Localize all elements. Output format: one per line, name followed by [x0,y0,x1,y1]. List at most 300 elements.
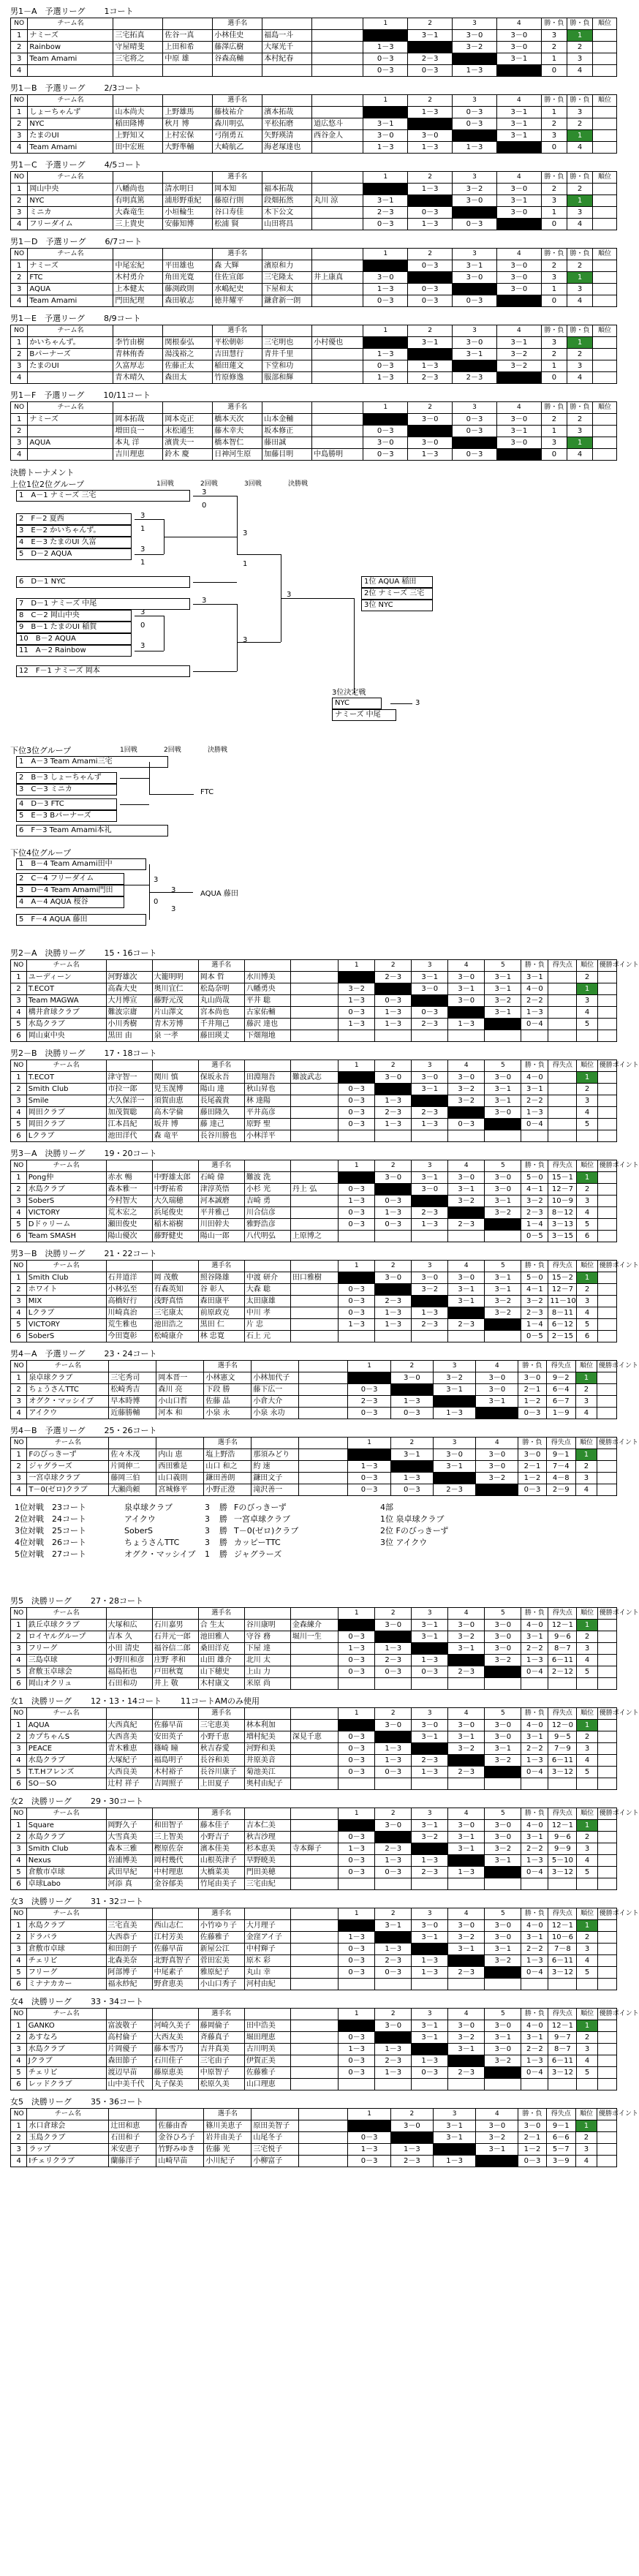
header-cell: 4 [448,1908,485,1920]
victory-point [597,1755,616,1767]
league-section [10,313,617,384]
point-diff: 3－13 [548,1219,577,1231]
header-cell: 4 [448,1708,485,1720]
table-header-row [11,2109,617,2120]
player-name: 河崎久美子 [152,2020,198,2032]
league-header [10,1595,617,1607]
match-result: 0－3 [363,219,408,230]
player-name: 庄野 孝和 [152,1655,198,1666]
match-result: 0－3 [448,1119,485,1130]
header-cell [152,1060,198,1072]
player-name: 川合信彦 [244,1207,290,1219]
match-result: 3－0 [448,972,485,983]
table-header-row [11,1060,617,1072]
rank: 2 [577,1731,597,1743]
summary-cell: 泉卓球クラブ [124,1503,173,1512]
player-name: 小川紀子 [204,2156,252,2167]
match-result [339,1878,375,1890]
team-name: Smile [26,1095,106,1107]
player-name: 平井 聡 [244,995,290,1007]
player-name: 大西友美 [152,2032,198,2044]
player-name: 寺本輝子 [290,1843,338,1855]
header-cell: 勝・負 [567,18,592,30]
point-diff: 12－1 [548,2020,577,2032]
match-result: 3－0 [408,414,453,426]
player-name [290,2079,338,2090]
bracket-entry: 3 C－3 ミニカ [16,784,117,796]
bracket-subtitle: 下位3位グループ [10,746,72,755]
summary-cell: T－0(ゼロ)クラブ [234,1526,299,1536]
match-result [485,1319,521,1331]
player-name [290,1755,338,1767]
match-result [448,1307,485,1319]
header-cell: 順位 [575,1361,597,1372]
win-loss: 4－0 [521,1620,548,1631]
match-result [408,426,453,437]
header-cell: 4 [448,1261,485,1272]
player-name: 桑田洋克 [198,1643,244,1655]
match-result: 3－0 [485,1643,521,1655]
win-loss: 3－1 [521,972,548,983]
header-cell: 勝・負 [521,2009,548,2020]
player-name: 浅野真悟 [152,1296,198,1307]
table-row [11,1944,617,1955]
point-diff: 6－11 [548,1655,577,1666]
point-diff: 3－12 [548,1767,577,1778]
player-name: 難波宗庸 [106,1007,152,1019]
player-name [290,1219,338,1231]
team-name: 水島クラブ [26,1920,106,1932]
player-name: 田口雅樹 [290,1272,338,1284]
player-name: 山尾冬子 [252,2132,299,2144]
player-name: 川崎真治 [106,1307,152,1319]
table-row [11,1820,617,1832]
rank: 2 [575,1384,597,1396]
team-name: VICTORY [26,1207,106,1219]
team-name: 水島クラブ [26,2044,106,2055]
player-name: 小倉大介 [252,1396,299,1408]
win-loss: 2－3 [521,1207,548,1219]
rank: 1 [577,1820,597,1832]
point-diff: 12－7 [548,1284,577,1296]
match-result: 3－2 [448,1084,485,1095]
team-no: 5 [11,1019,27,1030]
player-name: 大久瑞穂 [152,1196,198,1207]
header-cell: チーム名 [26,1060,106,1072]
match-result: 3－0 [485,1072,521,1084]
victory-point [597,1666,616,1678]
header-cell: 2 [375,1261,412,1272]
bracket-entry: 1 A－1 ナミーズ 三宅 [16,490,190,502]
win-loss: 1－3 [521,1107,548,1119]
league-table [10,94,617,154]
header-cell: 3 [412,1160,448,1172]
player-name: 斉藤真子 [198,2032,244,2044]
match-result [375,1284,412,1296]
table-row [11,2132,617,2144]
match-result: 3－0 [448,1272,485,1284]
victory-point [597,1196,616,1207]
player-name: 佐藤早苗 [152,1720,198,1731]
match-result [485,1767,521,1778]
victory-point [597,1284,616,1296]
league-table [10,959,639,1042]
point-diff: 3－12 [548,1867,577,1878]
header-cell: 2 [408,95,453,107]
match-result: 1－3 [348,2144,390,2156]
match-result [448,1331,485,1342]
league-header [10,313,617,325]
team-name: Smith Club [26,1084,106,1095]
match-result [433,2144,475,2156]
player-name: 大森 聡 [244,1284,290,1296]
team-no: 4 [11,65,28,77]
match-result [448,1007,485,1019]
player-name: 三宅悦子 [252,2144,299,2156]
bracket-entry: 2 C－4 フリーダイム [16,873,124,885]
league-header [10,1896,617,1908]
table-row [11,1372,617,1384]
match-result [375,983,412,995]
team-no: 1 [11,1272,27,1284]
team-name: Fのびっきーず [27,1449,109,1461]
court-label: 31・32コート [91,1897,143,1906]
match-result [408,272,453,284]
match-result: 3－1 [412,1631,448,1643]
match-result: 2－3 [375,1655,412,1666]
header-cell: 優勝ポイント [597,1261,616,1272]
player-name: 長谷川勝也 [198,1130,244,1142]
team-no: 2 [11,1284,27,1296]
header-cell [252,2109,299,2120]
player-name: 宮本尚也 [198,1007,244,1019]
victory-point [597,2032,616,2044]
rank: 1 [575,1449,597,1461]
player-name: 小村優也 [312,337,363,349]
player-name: 高森大史 [106,983,152,995]
match-result: 1－3 [412,1955,448,1967]
win-loss: 2－2 [521,1743,548,1755]
header-cell: 1 [363,249,408,260]
player-name [312,142,363,154]
player-name: 安田英子 [152,1731,198,1743]
team-name: FTC [28,272,113,284]
match-result [448,1030,485,1042]
player-name: 篠川美恵子 [204,2120,252,2132]
table-header-row [11,1160,617,1172]
league-table [10,18,617,77]
player-name [290,1130,338,1142]
match-result: 3－1 [448,983,485,995]
player-name: 竹尾由美子 [198,1878,244,1890]
header-cell: 5 [485,1060,521,1072]
court-label: 15・16コート [104,948,157,958]
player-name: 大森竜生 [113,207,163,219]
player-name: 濱本拓哉 [262,107,312,118]
win-loss: 0－4 [521,1019,548,1030]
match-result: 0－3 [390,1408,433,1419]
point-diff: 12－1 [548,1820,577,1832]
table-row [11,983,617,995]
table-row [11,426,617,437]
league-section [10,1595,639,1690]
player-name: 三宅将之 [113,53,163,65]
match-result [412,995,448,1007]
header-cell: チーム名 [26,1608,106,1620]
table-row [11,1396,617,1408]
division-ranking: 3位 アイクウ [380,1538,428,1547]
league-header [10,1996,617,2008]
player-name: 渡辺早苗 [106,2067,152,2079]
header-cell [156,1438,204,1449]
match-result: 2－3 [375,2055,412,2067]
league-header [10,236,617,248]
table-row [11,1678,617,1690]
bracket-subtitle: 上位1位2位グループ [10,480,85,489]
player-name: 鎌田文子 [252,1473,299,1484]
player-name: 有森英知 [152,1284,198,1296]
point-diff: 12－1 [548,1920,577,1932]
player-name: 福永紗紀 [106,1979,152,1990]
summary-result-word: 勝 [219,1526,227,1536]
division-ranking: 1位 泉卓球クラブ [380,1514,445,1524]
header-cell [290,1708,338,1720]
player-name: 三宅明也 [262,337,312,349]
player-name: 八代明弘 [244,1231,290,1242]
summary-cell: 2位対戦 24コート [15,1514,86,1524]
header-cell: 選手名 [213,18,262,30]
point-diff [548,1007,577,1019]
table-row [11,1731,617,1743]
final-leagues [0,948,639,1496]
point-diff: 5－10 [548,1855,577,1867]
header-cell: 選手名 [198,1808,244,1820]
header-cell [312,402,363,414]
team-name: ロイヤルグループ [26,1631,106,1643]
match-result: 3－0 [485,1107,521,1119]
player-name: 大籠明明 [152,972,198,983]
match-result: 3－2 [476,1473,518,1484]
team-name: PEACE [26,1743,106,1755]
team-no: 1 [11,2120,27,2132]
match-result: 2－3 [412,1019,448,1030]
victory-point [597,1296,616,1307]
match-result: 1－3 [375,1007,412,1019]
header-cell: 4 [476,1438,518,1449]
victory-point [597,2067,616,2079]
header-cell: 勝・負 [518,1361,546,1372]
rank: 4 [577,1207,597,1219]
match-result: 0－3 [375,1196,412,1207]
rank [577,1678,597,1690]
header-cell [244,1708,290,1720]
match-result: 0－3 [453,426,497,437]
victory-point [597,1461,617,1473]
rank [577,1778,597,1790]
header-cell: 2 [408,172,453,184]
match-result: 0－3 [348,1473,390,1484]
player-name [312,184,363,195]
summary-cell: 4位対戦 26コート [15,1538,86,1547]
header-cell: 順位 [577,1261,597,1272]
header-cell: 順位 [593,172,617,184]
player-name: 秋山昇也 [244,1084,290,1095]
player-name: 森田節子 [106,2055,152,2067]
player-name [290,1743,338,1755]
header-cell: NO [11,402,28,414]
win-loss: 2－2 [521,1643,548,1655]
summary-cell: 3位対戦 25コート [15,1526,86,1536]
player-name: 上原博之 [290,1231,338,1242]
player-name: 早野暁美 [244,1855,290,1867]
match-result: 3－0 [476,1384,518,1396]
table-row [11,1107,617,1119]
team-no: 5 [11,1219,27,1231]
match-result: 3－0 [363,437,408,449]
player-name: 河野和美 [244,1743,290,1755]
rank: 2 [577,1084,597,1095]
team-name: 構井倉球クラブ [26,1007,106,1019]
team-name: 水口倉球会 [27,2120,109,2132]
header-cell: 2 [408,325,453,337]
player-name [290,2032,338,2044]
match-result: 0－3 [363,449,408,461]
player-name [312,260,363,272]
win-loss: 2－2 [521,1843,548,1855]
header-cell: 勝・負 [521,1708,548,1720]
match-result: 3－1 [485,972,521,983]
header-cell [163,249,213,260]
point-diff [548,972,577,983]
player-name: 小林憲文 [204,1372,252,1384]
table-row [11,1296,617,1307]
match-result: 0－3 [453,219,497,230]
match-result: 3－1 [496,107,541,118]
player-name: 石井道洋 [106,1272,152,1284]
header-cell: 順位 [593,402,617,414]
league-header [10,159,617,171]
win-loss: 2 [541,118,567,130]
match-result: 3－1 [496,426,541,437]
rank: 5 [577,1666,597,1678]
player-name: 市拉一郎 [106,1084,152,1095]
league-table [10,1908,639,1990]
point-diff: 6－11 [548,1755,577,1767]
header-cell: 4 [448,960,485,972]
header-cell: 選手名 [213,172,262,184]
match-result: 1－3 [375,1207,412,1219]
player-name: 濱貴夫一 [163,437,213,449]
win-loss [521,1030,548,1042]
bracket-score: 3 [171,886,176,894]
match-result [375,1678,412,1690]
header-cell [299,1438,348,1449]
bracket-line [135,519,164,520]
match-result: 0－3 [339,1867,375,1878]
player-name: 福島明子 [152,1755,198,1767]
league-header [10,1425,617,1437]
match-result: 3－1 [433,2120,475,2132]
spare-cell [593,130,617,142]
match-result [448,1107,485,1119]
header-cell: 勝・負 [567,172,592,184]
win-loss: 3－2 [521,1196,548,1207]
team-name [28,372,113,384]
header-cell: 順位 [575,2109,597,2120]
rank: 2 [575,1461,597,1473]
point-diff: 7－4 [546,1461,575,1473]
match-result: 1－3 [453,65,497,77]
rank: 5 [577,1119,597,1130]
rank: 4 [577,1307,597,1319]
point-diff: 15－1 [548,1172,577,1184]
player-name: 河野雄次 [106,972,152,983]
match-result: 3－2 [496,360,541,372]
player-name: 藤本佳子 [198,1820,244,1832]
player-name [290,1307,338,1319]
header-cell: 3 [412,1060,448,1072]
table-header-row [11,2009,617,2020]
team-no: 3 [11,1095,27,1107]
team-name: Lクラブ [26,1307,106,1319]
header-cell: 勝・負 [541,249,567,260]
team-no: 1 [11,260,28,272]
team-name: Team Amami [28,295,113,307]
header-cell: 選手名 [198,1261,244,1272]
match-result: 3－0 [453,337,497,349]
header-cell: 4 [448,1060,485,1072]
match-result: 1－3 [375,2067,412,2079]
match-result: 3－0 [496,260,541,272]
player-name: 菅田宏美 [198,1955,244,1967]
win-loss: 1－2 [518,2144,546,2156]
player-name: 大橋菜美 [198,1867,244,1878]
player-name: 武田早紀 [106,1867,152,1878]
court-label: 27・28コート [91,1596,143,1606]
table-row [11,65,617,77]
match-result: 3－0 [375,1172,412,1184]
spare-cell [593,272,617,284]
match-result: 1－3 [363,284,408,295]
match-result [448,1979,485,1990]
team-no: 4 [11,1484,27,1496]
match-result: 1－3 [408,360,453,372]
team-name [28,426,113,437]
match-result: 0－3 [339,1755,375,1767]
match-result: 3－1 [448,1284,485,1296]
player-name: 藤野健史 [152,1231,198,1242]
table-row [11,372,617,384]
player-name: 長尾義貴 [198,1095,244,1107]
header-cell: 勝・負 [541,402,567,414]
player-name: 岩浦博美 [106,1855,152,1867]
player-name [312,42,363,53]
rank: 2 [577,1932,597,1944]
header-cell [152,1908,198,1920]
match-result [485,2067,521,2079]
player-name: 鎌田善朗 [204,1473,252,1484]
match-result [476,1408,518,1419]
match-result: 2－3 [408,53,453,65]
match-result: 0－3 [412,1666,448,1678]
header-cell [262,325,312,337]
match-result: 1－3 [412,2055,448,2067]
team-no: 6 [11,1331,27,1342]
player-name: 平松朝彰 [213,337,262,349]
bracket-line [164,616,165,651]
match-result: 0－3 [339,1731,375,1743]
header-cell: 選手名 [198,1608,244,1620]
